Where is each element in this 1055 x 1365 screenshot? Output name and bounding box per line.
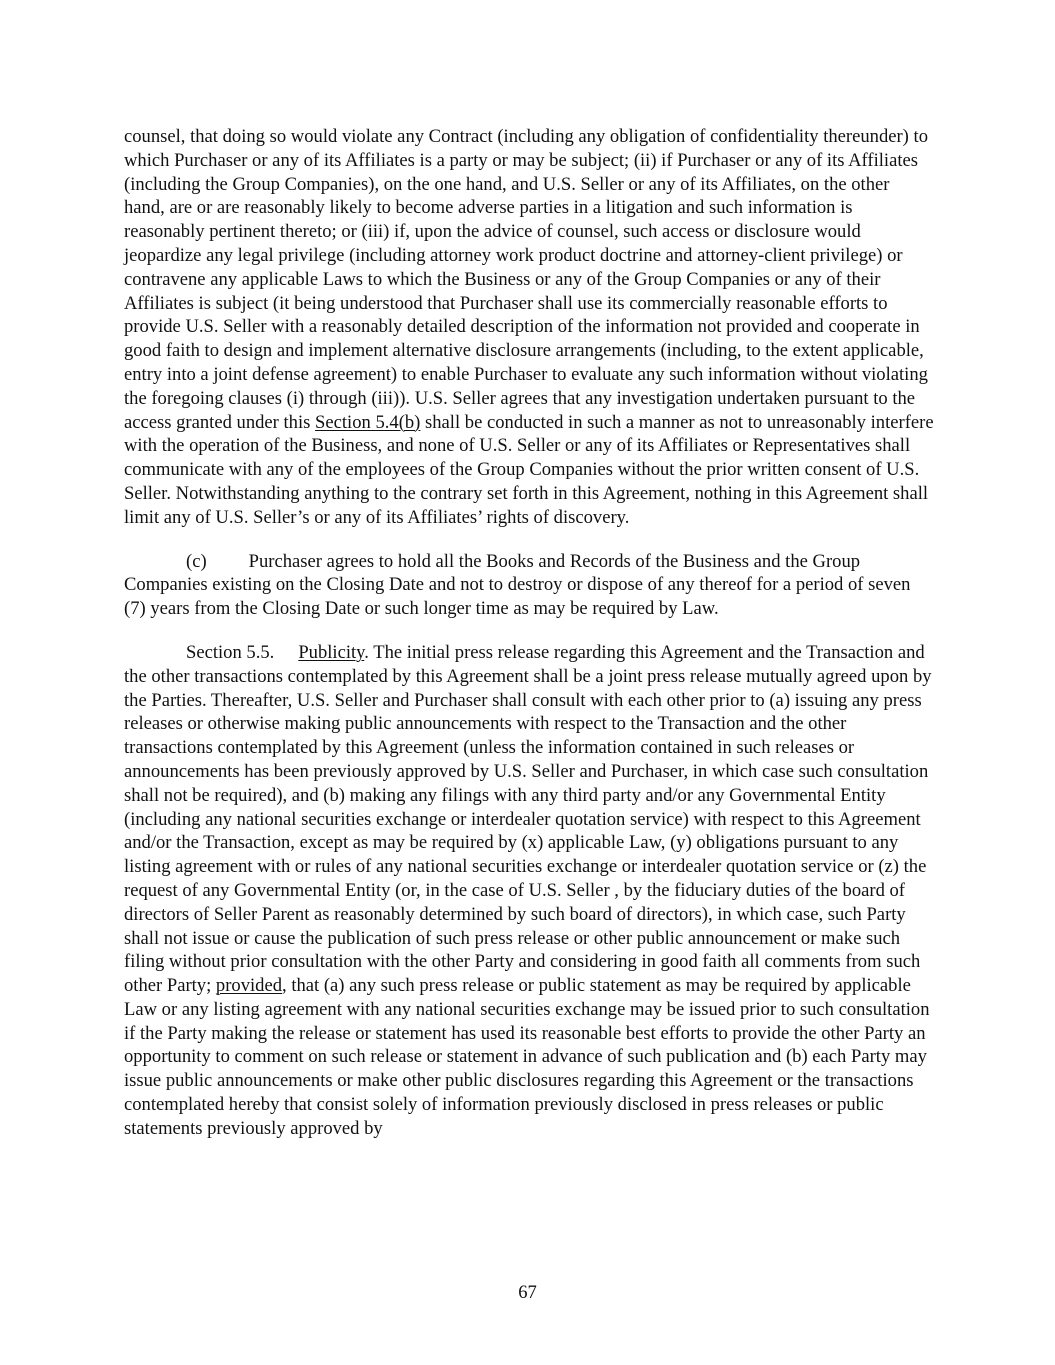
provided-term: provided <box>215 975 283 997</box>
clause-label: (c) <box>186 550 207 572</box>
section-reference: Section 5.4(b) <box>315 411 421 433</box>
paragraph-continuation <box>124 125 934 530</box>
page-number: 67 <box>518 1282 537 1303</box>
paragraph-text: counsel, that doing so would violate any Contract (including any obligation of confidentiality thereunder) to which Purchaser or any of its Affiliates is a party or may be subject; (ii) if Purchaser or any of its Affiliates (including the Group Companies), on the one hand, and U.S. Seller or any of its Affiliates, on the other hand, are or are reasonably likely to become adverse parties in a litigation and such information is reasonably pertinent thereto; or (iii) if, upon the advice of counsel, such access or disclosure would jeopardize any legal privilege (including attorney work product doctrine and attorney-client privilege) or contravene any applicable Laws to which the Business or any of the Group Companies or any of their Affiliates is subject (it being understood that Purchaser shall use its commercially reasonable efforts to provide U.S. Seller with a reasonably detailed description of the information not provided and cooperate in good faith to design and implement alternative disclosure arrangements (including, to the extent applicable, entry into a joint defense agreement) to enable Purchaser to evaluate any such information without violating the foregoing clauses (i) through (iii)). U.S. Seller agrees that any investigation undertaken pursuant to the access granted under this <box>124 126 928 433</box>
document-body <box>124 125 934 1141</box>
section-number: Section 5.5. <box>186 641 275 663</box>
paragraph-c <box>124 550 934 621</box>
paragraph-text: , that (a) any such press release or public statement as may be required by applicable Law or any listing agreement with any national securities exchange may be issued prior to such consultation if the Party making the release or statement has used its reasonable best efforts to provide the other Party an opportunity to comment on such release or statement in advance of such publication and (b) each Party may issue public announcements or make other public disclosures regarding this Agreement or the transactions contemplated hereby that consist solely of information previously disclosed in press releases or public statements previously approved by <box>124 975 930 1139</box>
section-5-5-paragraph <box>124 641 934 1141</box>
paragraph-text: . The initial press release regarding this Agreement and the Transaction and the other transactions contemplated by this Agreement shall be a joint press release mutually agreed upon by the Parties. Thereafter, U.S. Seller and Purchaser shall consult with each other prior to (a) issuing any press releases or otherwise making public announcements with respect to the Transaction and the other transactions contemplated by this Agreement (unless the information contained in such releases or announcements has been previously approved by U.S. Seller and Purchaser, in which case such consultation shall not be required), and (b) making any filings with any third party and/or any Governmental Entity (including any national securities exchange or interdealer quotation service) with respect to this Agreement and/or the Transaction, except as may be required by (x) applicable Law, (y) obligations pursuant to any listing agreement with or rules of any national securities exchange or interdealer quotation service or (z) the request of any Governmental Entity (or, in the case of U.S. Seller , by the fiduciary duties of the board of directors of Seller Parent as reasonably determined by such board of directors), in which case, such Party shall not issue or cause the publication of such press release or other public announcement or make such filing without prior consultation with the other Party and considering in good faith all comments from such other Party; <box>124 641 932 997</box>
section-heading: Publicity <box>298 641 365 663</box>
paragraph-text: shall be conducted in such a manner as not to unreasonably interfere with the operation of the Business, and none of U.S. Seller or any of its Affiliates or Representatives shall communicate with any of the employees of the Group Companies without the prior written consent of U.S. Seller. Notwithstanding anything to the contrary set forth in this Agreement, nothing in this Agreement shall limit any of U.S. Seller’s or any of its Affiliates’ rights of discovery. <box>124 411 934 528</box>
paragraph-text: Purchaser agrees to hold all the Books and Records of the Business and the Group Companies existing on the Closing Date and not to destroy or dispose of any thereof for a period of seven (7) years from the Closing Date or such longer time as may be required by Law. <box>124 550 911 620</box>
